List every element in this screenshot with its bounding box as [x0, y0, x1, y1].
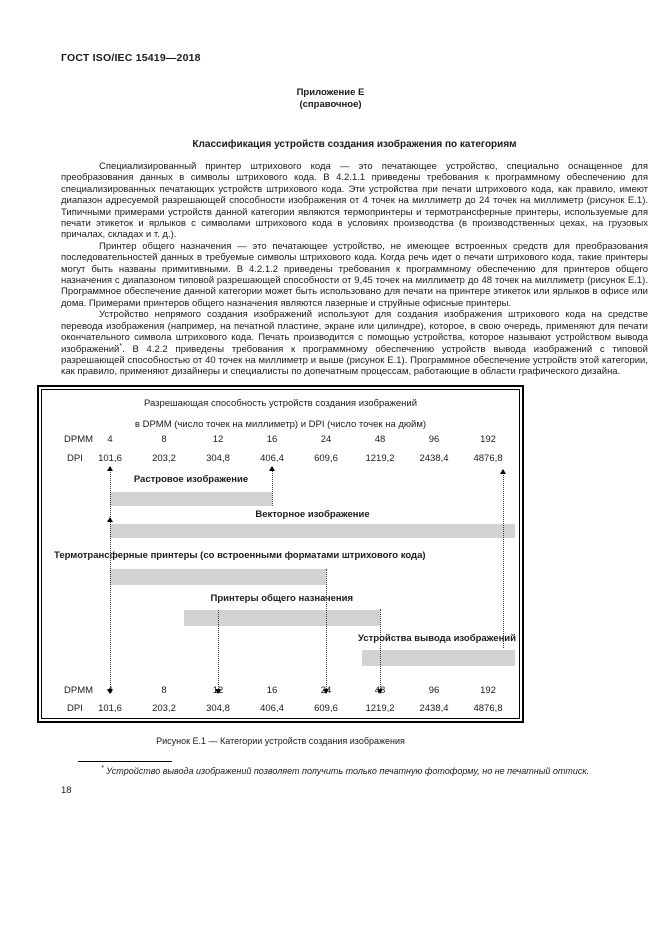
paragraph-3-text-cont: . В 4.2.2 приведены требования к программному обеспечению устройств вывода изображений с типовой разрешающей способностью от 40 точек на миллиметр и выше (рисунок Е.1). Программное обеспечение устройств этой категории, как правило, применяют дизайнеры и специалисты по допечатным процессам, работающие в области графического дизайна.: [61, 343, 648, 378]
arrow-down-icon: [323, 689, 329, 694]
arrow-up-icon: [269, 466, 275, 471]
tick-value-dpmm: 192: [480, 433, 496, 445]
figure-band-bar-general: [184, 610, 380, 626]
scale-label-dpi: DPI: [67, 452, 83, 464]
tick-value-dpi: 2438,4: [419, 702, 449, 714]
tick-value-dpi: 4876,8: [473, 702, 503, 714]
figure-guide-line-dpmm-12: [218, 610, 219, 693]
body-text: [61, 161, 648, 378]
tick-value-dpmm: 96: [428, 684, 440, 696]
figure-scale-row-dpmm: [42, 685, 519, 697]
arrow-up-icon: [107, 517, 113, 522]
arrow-down-icon: [215, 689, 221, 694]
figure-band-label-thermal: Термотрансферные принтеры (со встроенными форматами штрихового кода): [54, 549, 426, 561]
tick-value-dpmm: 8: [161, 684, 167, 696]
figure-band-label-general: Принтеры общего назначения: [210, 592, 354, 604]
figure-caption: Рисунок Е.1 — Категории устройств создания изображения: [156, 735, 405, 746]
figure-e1-diagram: [41, 389, 520, 719]
scale-label-dpi: DPI: [67, 702, 83, 714]
tick-value-dpmm: 24: [320, 684, 332, 696]
figure-guide-line-dpmm-4: [110, 467, 111, 693]
annex-kind: (справочное): [299, 99, 362, 110]
arrow-down-icon: [107, 689, 113, 694]
doc-code: ГОСТ ISO/IEC 15419—2018: [61, 52, 201, 64]
tick-value-dpi: 1219,2: [365, 702, 395, 714]
figure-band-bar-raster: [110, 492, 272, 506]
paragraph-3-text: Устройство непрямого создания изображений используют для создания изображения штрихового кода на средстве перевода изображения (например, на печатной пластине, экране или цилиндре), которое, в свою очередь, применяют для печати окончательного символа штрихового кода. Печать производится с помощью устройства, которое называют устройством вывода изображений: [61, 309, 648, 355]
section-heading: Классификация устройств создания изображения по категориям: [192, 139, 517, 150]
footnote-marker: *: [101, 764, 104, 772]
figure-guide-line-dpmm-16: [272, 467, 273, 506]
tick-value-dpmm: 8: [161, 433, 167, 445]
tick-value-dpmm: 192: [480, 684, 496, 696]
tick-value-dpmm: 16: [266, 684, 278, 696]
figure-frame: [37, 385, 524, 723]
tick-value-dpmm: 12: [212, 433, 224, 445]
figure-band-bar-vector: [110, 524, 515, 538]
tick-value-dpmm: 24: [320, 433, 332, 445]
tick-value-dpi: 304,8: [206, 452, 230, 464]
footnote-rule: [78, 761, 172, 762]
tick-value-dpmm: 4: [107, 684, 113, 696]
scale-label-dpmm: DPMM: [64, 684, 94, 696]
figure-guide-line-dpmm-192: [503, 470, 504, 648]
tick-value-dpi: 2438,4: [419, 452, 449, 464]
tick-value-dpmm: 48: [374, 433, 386, 445]
arrow-up-icon: [107, 466, 113, 471]
figure-band-bar-thermal: [110, 569, 326, 585]
figure-band-bar-imagesetter: [362, 650, 515, 666]
figure-scale-row-dpi: [42, 703, 519, 715]
tick-value-dpi: 101,6: [98, 702, 122, 714]
footnote-text: Устройство вывода изображений позволяет получить только печатную фотоформу, но не печатный оттиск.: [106, 765, 590, 776]
tick-value-dpmm: 48: [374, 684, 386, 696]
paragraph-1: Специализированный принтер штрихового кода — это печатающее устройство, специально оснащенное для преобразования данных в символы штрихового кода. В 4.2.1.1 приведены требования к программному обеспечению для специализированных печатающих устройств штрихового кода. Эти устройства при печати штрихового кода, как правило, имеют диапазон адресуемой разрешающей способности изображения от 4 точек на миллиметр до 24 точек на миллиметр (рисунок Е.1). Типичными примерами устройств данной категории являются термопринтеры и термотрансферные принтеры, используемые для печати этикеток и ярлыков с символами штрихового кода в условиях производства (в производственных цехах, на грузовых причалах, складах и т. д.).: [61, 161, 648, 241]
footnote-reference-marker: *: [119, 342, 123, 350]
figure-scale-row-dpmm: [42, 434, 519, 446]
paragraph-2: Принтер общего назначения — это печатающее устройство, не имеющее встроенных средств для преобразования последовательностей данных в требуемые символы штрихового кода. Когда речь идет о печати штрихового кода, такие принтеры могут быть названы примитивными. В 4.2.1.2 приведены требования к программному обеспечению для принтеров общего назначения с диапазоном типовой разрешающей способности от 9,45 точек на миллиметр до 48 точек на миллиметр (рисунок Е.1). Программное обеспечение данной категории может быть использовано для печати на принтере этикеток или ярлыков в офисе или дома. Примерами принтеров общего назначения являются лазерные и струйные офисные принтеры.: [61, 240, 648, 309]
paragraph-3: [61, 309, 648, 377]
tick-value-dpmm: 4: [107, 433, 113, 445]
annex-label: Приложение Е: [296, 87, 365, 98]
tick-value-dpi: 406,4: [260, 702, 284, 714]
figure-guide-line-dpmm-48: [380, 609, 381, 693]
tick-value-dpi: 203,2: [152, 452, 176, 464]
figure-title-line2: в DPMM (число точек на миллиметр) и DPI (число точек на дюйм): [134, 418, 427, 430]
scale-label-dpmm: DPMM: [64, 433, 94, 445]
tick-value-dpi: 406,4: [260, 452, 284, 464]
tick-value-dpi: 609,6: [314, 452, 338, 464]
tick-value-dpi: 609,6: [314, 702, 338, 714]
figure-band-label-vector: Векторное изображение: [255, 508, 370, 520]
figure-title-line1: Разрешающая способность устройств создания изображений: [143, 397, 418, 409]
figure-band-label-raster: Растровое изображение: [133, 473, 249, 485]
tick-value-dpi: 203,2: [152, 702, 176, 714]
tick-value-dpi: 304,8: [206, 702, 230, 714]
tick-value-dpmm: 12: [212, 684, 224, 696]
tick-value-dpmm: 96: [428, 433, 440, 445]
tick-value-dpmm: 16: [266, 433, 278, 445]
tick-value-dpi: 101,6: [98, 452, 122, 464]
figure-band-label-imagesetter: Устройства вывода изображений: [358, 632, 516, 644]
footnote: [61, 765, 648, 778]
tick-value-dpi: 4876,8: [473, 452, 503, 464]
figure-guide-line-dpmm-24: [326, 569, 327, 693]
page-number: 18: [61, 785, 72, 797]
arrow-down-icon: [377, 689, 383, 694]
arrow-up-icon: [500, 469, 506, 474]
figure-scale-row-dpi: [42, 453, 519, 465]
tick-value-dpi: 1219,2: [365, 452, 395, 464]
